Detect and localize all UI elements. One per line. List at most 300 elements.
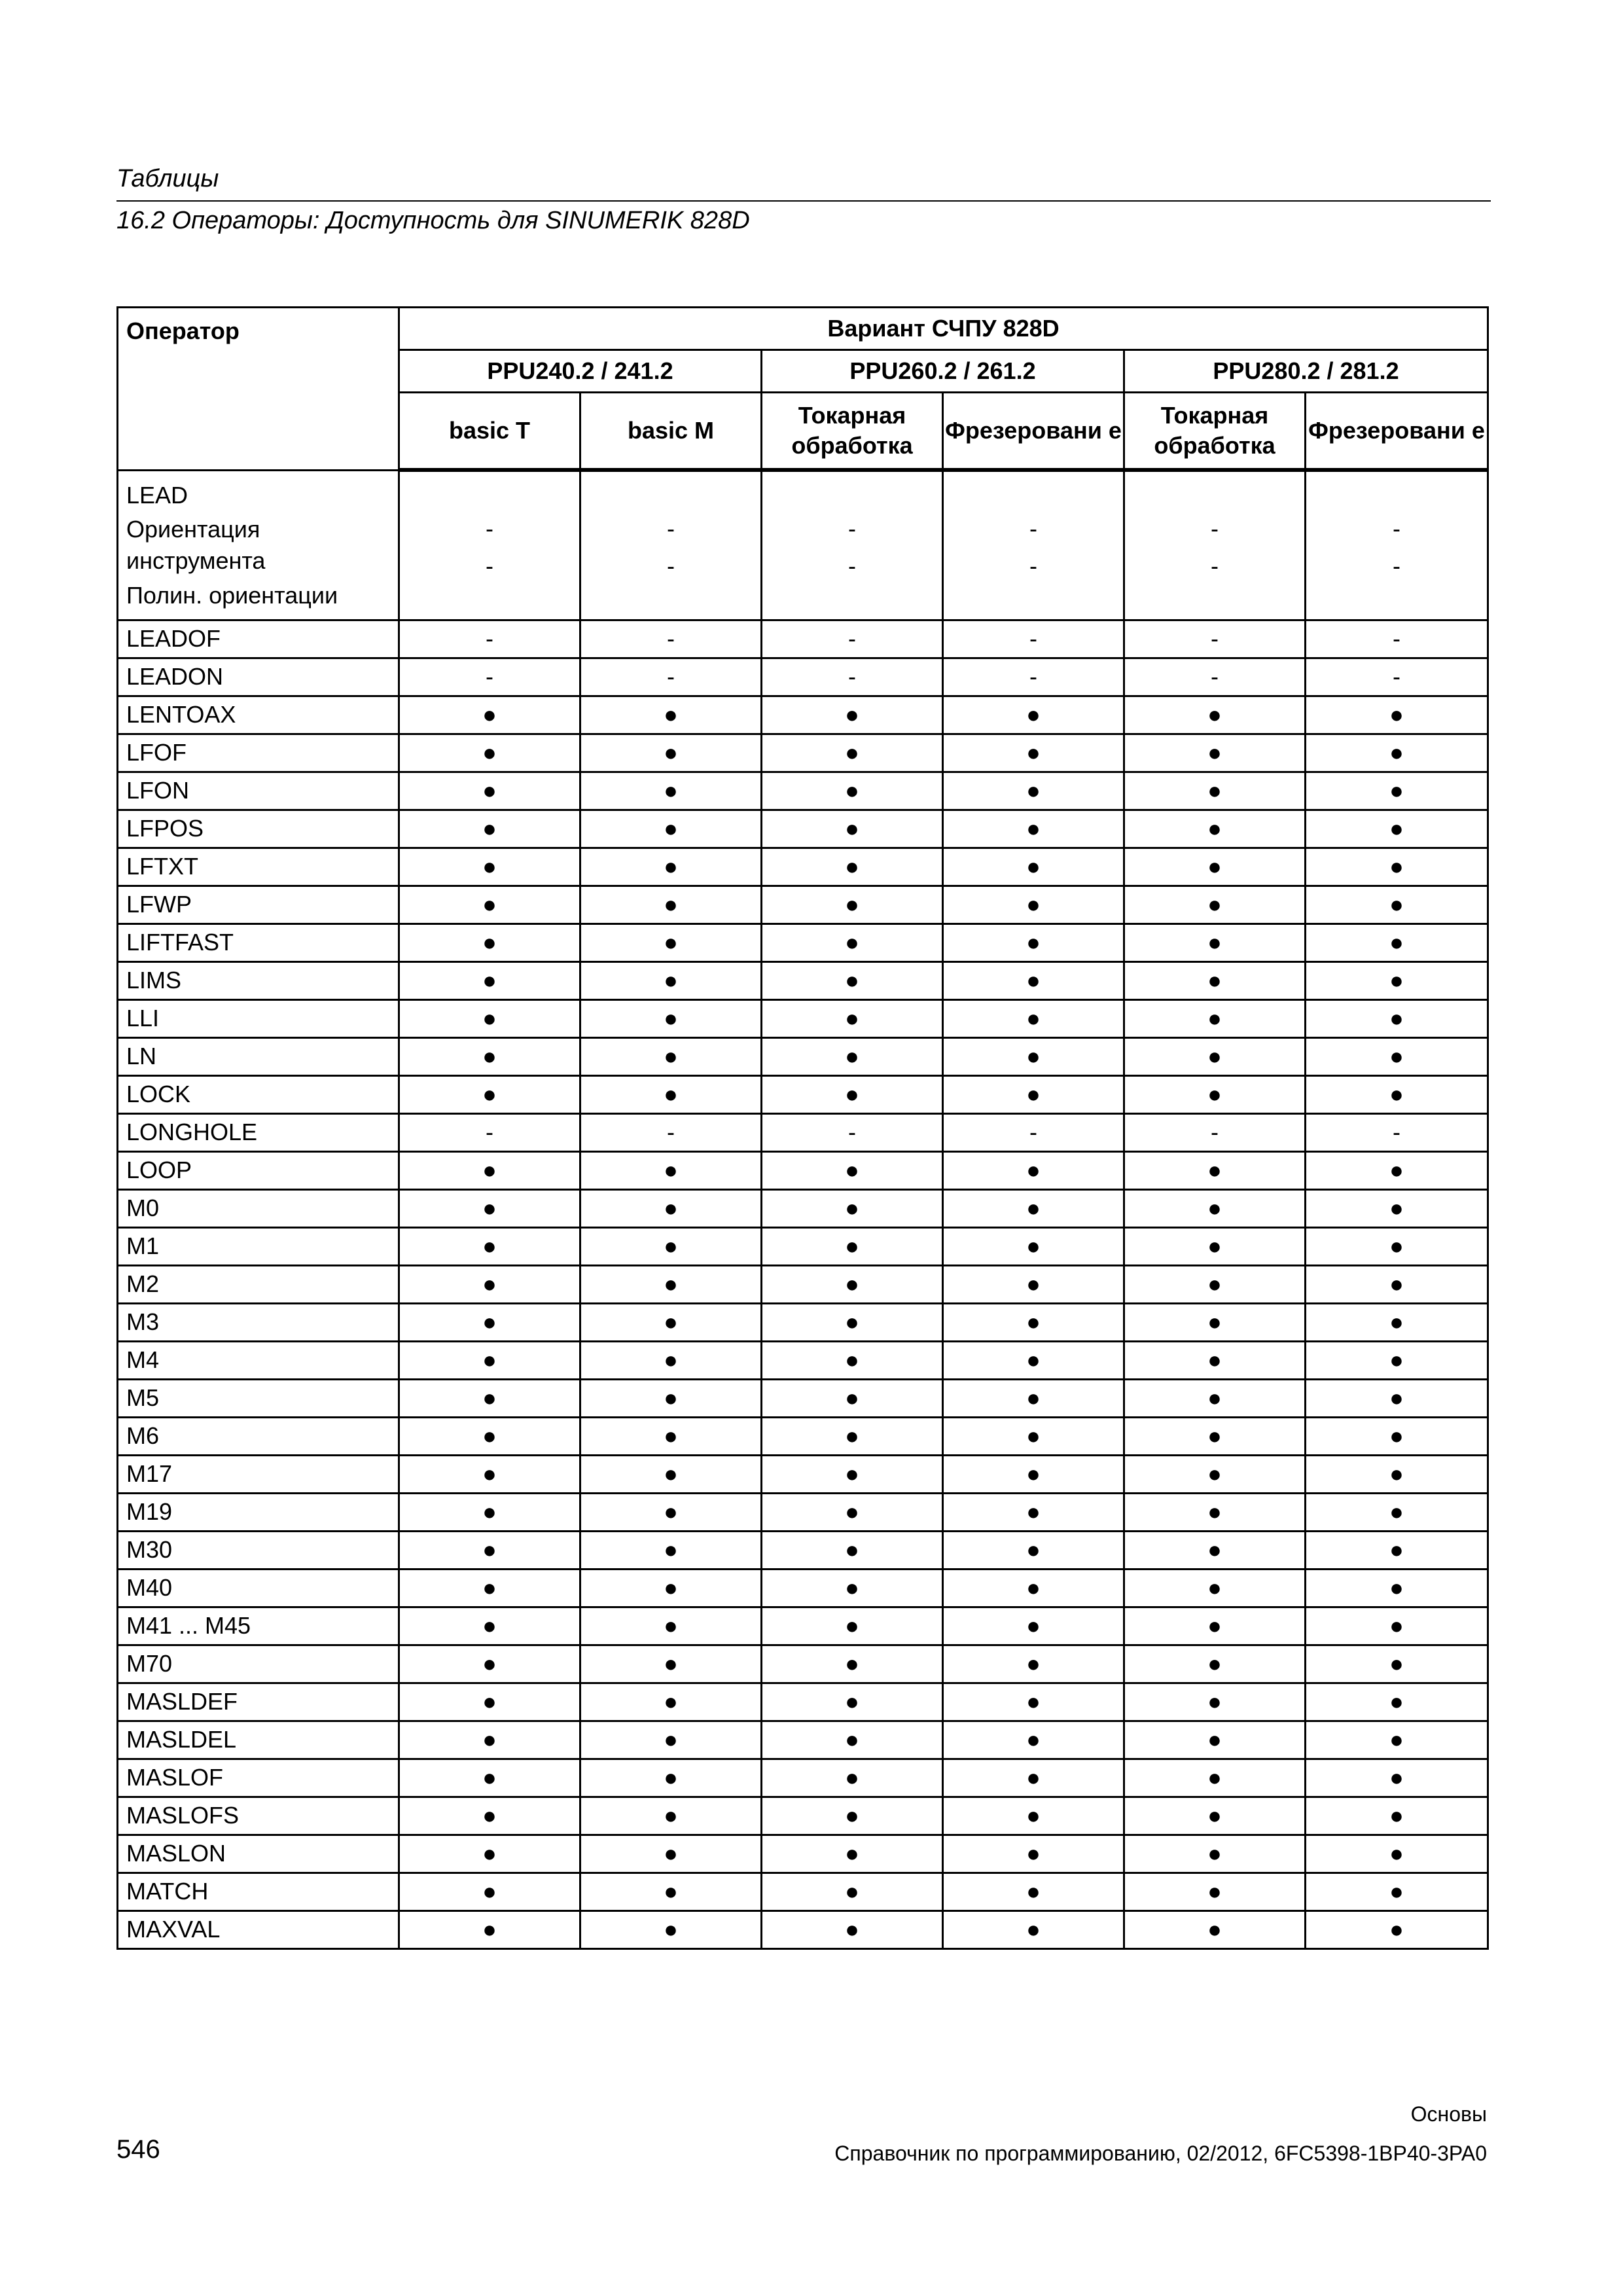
availability-cell: ● bbox=[399, 999, 580, 1037]
availability-cell: ● bbox=[1306, 1417, 1488, 1455]
availability-cell: ● bbox=[1306, 1189, 1488, 1227]
availability-cell: ● bbox=[762, 1797, 943, 1835]
table-row bbox=[118, 1835, 1488, 1873]
availability-cell: ● bbox=[943, 924, 1124, 961]
availability-cell: - bbox=[943, 1113, 1124, 1151]
availability-cell: ● bbox=[943, 848, 1124, 886]
availability-cell: - bbox=[1124, 658, 1306, 696]
availability-cell: ● bbox=[399, 1493, 580, 1531]
availability-cell: ● bbox=[762, 696, 943, 734]
availability-cell: ● bbox=[943, 1721, 1124, 1759]
operator-name-line: Ориентация инструмента bbox=[126, 515, 266, 574]
operator-name: LENTOAX bbox=[118, 696, 399, 734]
table-row bbox=[118, 848, 1488, 886]
availability-cell: ● bbox=[1306, 1683, 1488, 1721]
availability-cell: ● bbox=[762, 1873, 943, 1910]
operator-name: M4 bbox=[118, 1341, 399, 1379]
table-row bbox=[118, 1037, 1488, 1075]
cell-line: - bbox=[848, 552, 856, 579]
availability-cell: ● bbox=[943, 1303, 1124, 1341]
availability-cell: ● bbox=[580, 1569, 762, 1607]
availability-cell: ● bbox=[1124, 1227, 1306, 1265]
group-header: PPU260.2 / 261.2 bbox=[762, 350, 1124, 393]
availability-cell: ● bbox=[1306, 1873, 1488, 1910]
availability-cell: ● bbox=[1306, 1227, 1488, 1265]
availability-cell: ● bbox=[399, 734, 580, 772]
availability-cell: ● bbox=[1124, 1835, 1306, 1873]
availability-cell: ● bbox=[580, 1531, 762, 1569]
availability-cell: ● bbox=[580, 1189, 762, 1227]
operator-name: M17 bbox=[118, 1455, 399, 1493]
availability-cell: ● bbox=[943, 1645, 1124, 1683]
availability-cell: ● bbox=[943, 810, 1124, 848]
availability-cell: ● bbox=[580, 1379, 762, 1417]
availability-cell: ● bbox=[943, 1835, 1124, 1873]
availability-cell: ● bbox=[762, 1645, 943, 1683]
availability-cell: ● bbox=[580, 1721, 762, 1759]
availability-cell: ● bbox=[943, 1531, 1124, 1569]
availability-cell: ● bbox=[1124, 961, 1306, 999]
availability-cell: ● bbox=[1306, 1341, 1488, 1379]
availability-cell: - bbox=[1306, 1113, 1488, 1151]
availability-cell: ● bbox=[399, 1873, 580, 1910]
availability-cell: ● bbox=[1124, 1759, 1306, 1797]
table-row bbox=[118, 1379, 1488, 1417]
availability-cell: ● bbox=[1306, 810, 1488, 848]
availability-cell: ● bbox=[580, 1645, 762, 1683]
availability-cell: ● bbox=[399, 848, 580, 886]
availability-cell: - bbox=[762, 658, 943, 696]
cell-line: - bbox=[486, 552, 493, 579]
operator-name bbox=[118, 470, 399, 620]
availability-cell: ● bbox=[1124, 924, 1306, 961]
cell-line: - bbox=[1029, 552, 1037, 579]
table-row bbox=[118, 924, 1488, 961]
availability-cell: ● bbox=[943, 696, 1124, 734]
availability-cell: - bbox=[1306, 620, 1488, 658]
availability-cell: ● bbox=[1124, 1645, 1306, 1683]
availability-cell bbox=[762, 470, 943, 620]
availability-cell: ● bbox=[399, 1417, 580, 1455]
table-row bbox=[118, 1569, 1488, 1607]
availability-cell: ● bbox=[1124, 886, 1306, 924]
table-row bbox=[118, 1493, 1488, 1531]
subcolumn-header: Токарная обработка bbox=[1124, 393, 1306, 471]
availability-cell: ● bbox=[1306, 1569, 1488, 1607]
cell-line: - bbox=[486, 515, 493, 542]
availability-cell: ● bbox=[580, 1607, 762, 1645]
availability-cell: ● bbox=[399, 886, 580, 924]
availability-cell: ● bbox=[1124, 1607, 1306, 1645]
availability-cell: ● bbox=[943, 1607, 1124, 1645]
table-row bbox=[118, 1189, 1488, 1227]
availability-cell: - bbox=[1306, 658, 1488, 696]
availability-cell: ● bbox=[399, 1341, 580, 1379]
table-row bbox=[118, 620, 1488, 658]
table-row bbox=[118, 1683, 1488, 1721]
operator-name: LFON bbox=[118, 772, 399, 810]
table-row bbox=[118, 1113, 1488, 1151]
table-row bbox=[118, 1417, 1488, 1455]
operator-name: LFPOS bbox=[118, 810, 399, 848]
availability-cell: ● bbox=[762, 810, 943, 848]
availability-cell: ● bbox=[1306, 1151, 1488, 1189]
cell-line: - bbox=[1029, 515, 1037, 542]
availability-cell: ● bbox=[399, 1037, 580, 1075]
availability-cell: - bbox=[1124, 1113, 1306, 1151]
availability-cell: ● bbox=[1306, 1379, 1488, 1417]
availability-cell: ● bbox=[762, 772, 943, 810]
operator-name: LFTXT bbox=[118, 848, 399, 886]
table-row bbox=[118, 470, 1488, 620]
availability-cell: ● bbox=[399, 1227, 580, 1265]
availability-cell: ● bbox=[762, 1683, 943, 1721]
availability-cell: ● bbox=[1124, 1189, 1306, 1227]
group-header: PPU280.2 / 281.2 bbox=[1124, 350, 1488, 393]
availability-cell: ● bbox=[1124, 1910, 1306, 1948]
availability-cell: ● bbox=[580, 1910, 762, 1948]
availability-cell: ● bbox=[1124, 848, 1306, 886]
table-row bbox=[118, 1151, 1488, 1189]
availability-cell: ● bbox=[762, 1227, 943, 1265]
operator-name: MASLDEF bbox=[118, 1683, 399, 1721]
table-row bbox=[118, 1721, 1488, 1759]
availability-cell: ● bbox=[943, 1151, 1124, 1189]
cell-line: - bbox=[1393, 552, 1400, 579]
group-header: PPU240.2 / 241.2 bbox=[399, 350, 762, 393]
availability-cell: ● bbox=[943, 1189, 1124, 1227]
availability-cell: ● bbox=[943, 1910, 1124, 1948]
table-row bbox=[118, 772, 1488, 810]
availability-cell: ● bbox=[1306, 886, 1488, 924]
availability-cell: ● bbox=[762, 961, 943, 999]
availability-cell: ● bbox=[1306, 696, 1488, 734]
availability-cell: ● bbox=[762, 1265, 943, 1303]
availability-cell: ● bbox=[1124, 1569, 1306, 1607]
operator-name-line: Полин. ориентации bbox=[126, 581, 338, 609]
availability-cell bbox=[399, 470, 580, 620]
availability-cell: ● bbox=[580, 1835, 762, 1873]
availability-cell: - bbox=[1124, 620, 1306, 658]
table-row bbox=[118, 1227, 1488, 1265]
availability-cell: ● bbox=[762, 1417, 943, 1455]
availability-cell: - bbox=[399, 658, 580, 696]
operator-name: MASLOFS bbox=[118, 1797, 399, 1835]
availability-cell: ● bbox=[399, 696, 580, 734]
subcolumn-header: Токарная обработка bbox=[762, 393, 943, 471]
availability-cell: ● bbox=[1124, 1341, 1306, 1379]
operator-name: M2 bbox=[118, 1265, 399, 1303]
header-rule bbox=[116, 200, 1491, 202]
availability-cell: ● bbox=[762, 1493, 943, 1531]
availability-cell: ● bbox=[762, 1835, 943, 1873]
book-title: Основы bbox=[1410, 2102, 1487, 2126]
subcolumn-header: Фрезеровани е bbox=[943, 393, 1124, 471]
table-row bbox=[118, 658, 1488, 696]
table-row bbox=[118, 1645, 1488, 1683]
availability-cell bbox=[580, 470, 762, 620]
availability-cell: ● bbox=[1124, 1873, 1306, 1910]
availability-cell: ● bbox=[399, 1075, 580, 1113]
availability-cell: ● bbox=[399, 1607, 580, 1645]
availability-cell: ● bbox=[580, 1341, 762, 1379]
availability-cell: - bbox=[762, 620, 943, 658]
operator-name: M40 bbox=[118, 1569, 399, 1607]
availability-cell: ● bbox=[943, 1759, 1124, 1797]
availability-cell: ● bbox=[1124, 772, 1306, 810]
availability-cell: ● bbox=[943, 1569, 1124, 1607]
availability-cell: ● bbox=[1124, 1493, 1306, 1531]
operator-name: MASLON bbox=[118, 1835, 399, 1873]
availability-cell: - bbox=[580, 658, 762, 696]
operator-name: M30 bbox=[118, 1531, 399, 1569]
availability-cell: ● bbox=[399, 961, 580, 999]
availability-cell: ● bbox=[399, 1910, 580, 1948]
document-reference: Справочник по программированию, 02/2012, 6FC5398-1BP40-3PA0 bbox=[834, 2142, 1487, 2165]
availability-cell: ● bbox=[580, 886, 762, 924]
availability-cell: ● bbox=[1306, 1493, 1488, 1531]
availability-cell: ● bbox=[943, 1417, 1124, 1455]
availability-cell: ● bbox=[1306, 1645, 1488, 1683]
chapter-title: Таблицы bbox=[116, 165, 219, 192]
operator-name: LFOF bbox=[118, 734, 399, 772]
availability-cell: ● bbox=[580, 1797, 762, 1835]
availability-cell: ● bbox=[943, 734, 1124, 772]
operator-name: LOOP bbox=[118, 1151, 399, 1189]
availability-cell: - bbox=[943, 620, 1124, 658]
availability-cell: ● bbox=[1306, 1531, 1488, 1569]
availability-cell: ● bbox=[399, 1303, 580, 1341]
availability-cell: ● bbox=[943, 1265, 1124, 1303]
operator-name: LN bbox=[118, 1037, 399, 1075]
availability-cell: ● bbox=[399, 1455, 580, 1493]
availability-cell: ● bbox=[1306, 924, 1488, 961]
availability-cell: ● bbox=[580, 1037, 762, 1075]
availability-cell: ● bbox=[762, 1075, 943, 1113]
availability-cell: ● bbox=[1306, 1265, 1488, 1303]
availability-cell: ● bbox=[943, 1227, 1124, 1265]
cell-line: - bbox=[1393, 515, 1400, 542]
availability-cell: - bbox=[399, 620, 580, 658]
table-row bbox=[118, 886, 1488, 924]
subcolumn-header: basic T bbox=[399, 393, 580, 471]
availability-cell: ● bbox=[943, 1797, 1124, 1835]
availability-cell: ● bbox=[399, 924, 580, 961]
availability-cell: - bbox=[943, 658, 1124, 696]
availability-cell: ● bbox=[580, 1873, 762, 1910]
availability-cell: ● bbox=[580, 696, 762, 734]
operator-name: MASLDEL bbox=[118, 1721, 399, 1759]
operator-name: LFWP bbox=[118, 886, 399, 924]
availability-cell: ● bbox=[399, 1569, 580, 1607]
availability-cell: ● bbox=[943, 961, 1124, 999]
operator-name: LLI bbox=[118, 999, 399, 1037]
availability-cell: ● bbox=[1124, 1683, 1306, 1721]
availability-cell: ● bbox=[1306, 1759, 1488, 1797]
operator-name: M3 bbox=[118, 1303, 399, 1341]
availability-cell: ● bbox=[943, 886, 1124, 924]
cell-line: - bbox=[1211, 552, 1219, 579]
availability-cell: ● bbox=[762, 999, 943, 1037]
table-row bbox=[118, 1455, 1488, 1493]
operator-name: LOCK bbox=[118, 1075, 399, 1113]
availability-cell: ● bbox=[399, 1645, 580, 1683]
availability-cell: ● bbox=[1306, 1797, 1488, 1835]
availability-cell: ● bbox=[762, 1759, 943, 1797]
availability-cell: ● bbox=[1124, 1417, 1306, 1455]
operator-name: MASLOF bbox=[118, 1759, 399, 1797]
table-row bbox=[118, 1075, 1488, 1113]
availability-cell: ● bbox=[399, 810, 580, 848]
availability-cell: ● bbox=[1306, 1607, 1488, 1645]
subcolumn-header: Фрезеровани е bbox=[1306, 393, 1488, 471]
availability-cell: ● bbox=[399, 772, 580, 810]
table-row bbox=[118, 1265, 1488, 1303]
table-row bbox=[118, 1759, 1488, 1797]
operator-name: LEADON bbox=[118, 658, 399, 696]
availability-cell: ● bbox=[399, 1379, 580, 1417]
availability-cell: ● bbox=[580, 1417, 762, 1455]
section-title: 16.2 Операторы: Доступность для SINUMERIK 828D bbox=[116, 207, 750, 234]
availability-cell: ● bbox=[943, 1379, 1124, 1417]
availability-cell: ● bbox=[1306, 961, 1488, 999]
availability-cell: ● bbox=[399, 1835, 580, 1873]
table-row bbox=[118, 1531, 1488, 1569]
availability-cell: ● bbox=[762, 886, 943, 924]
availability-cell: ● bbox=[399, 1189, 580, 1227]
availability-cell: ● bbox=[399, 1265, 580, 1303]
availability-cell: ● bbox=[580, 1455, 762, 1493]
table-row bbox=[118, 734, 1488, 772]
availability-cell: - bbox=[399, 1113, 580, 1151]
availability-cell: ● bbox=[580, 1227, 762, 1265]
operator-name: LIFTFAST bbox=[118, 924, 399, 961]
table-row bbox=[118, 810, 1488, 848]
operator-name-line: LEAD bbox=[126, 481, 188, 509]
availability-cell: ● bbox=[1306, 1303, 1488, 1341]
operators-table bbox=[116, 306, 1489, 1950]
availability-cell: ● bbox=[399, 1759, 580, 1797]
availability-cell bbox=[943, 470, 1124, 620]
cell-line: - bbox=[848, 515, 856, 542]
availability-cell: ● bbox=[1124, 1151, 1306, 1189]
availability-cell: ● bbox=[1124, 1303, 1306, 1341]
availability-cell: ● bbox=[1306, 1835, 1488, 1873]
availability-cell: ● bbox=[580, 1075, 762, 1113]
table-row bbox=[118, 999, 1488, 1037]
availability-cell: ● bbox=[943, 772, 1124, 810]
table-row bbox=[118, 1797, 1488, 1835]
variant-column-header: Вариант СЧПУ 828D bbox=[399, 308, 1488, 350]
availability-cell: ● bbox=[943, 1075, 1124, 1113]
availability-cell: - bbox=[580, 620, 762, 658]
availability-cell: ● bbox=[399, 1721, 580, 1759]
availability-cell: ● bbox=[1124, 696, 1306, 734]
availability-cell: ● bbox=[399, 1151, 580, 1189]
availability-cell: ● bbox=[1124, 734, 1306, 772]
operator-name: M70 bbox=[118, 1645, 399, 1683]
availability-cell: ● bbox=[399, 1531, 580, 1569]
availability-cell: ● bbox=[762, 1910, 943, 1948]
subcolumn-header: basic M bbox=[580, 393, 762, 471]
availability-cell: ● bbox=[762, 1569, 943, 1607]
cell-line: - bbox=[667, 552, 675, 579]
availability-cell: ● bbox=[580, 810, 762, 848]
availability-cell: ● bbox=[1124, 1721, 1306, 1759]
availability-cell: ● bbox=[943, 1341, 1124, 1379]
operator-name: LONGHOLE bbox=[118, 1113, 399, 1151]
availability-cell: - bbox=[580, 1113, 762, 1151]
availability-cell: ● bbox=[580, 734, 762, 772]
availability-cell: ● bbox=[1124, 1075, 1306, 1113]
availability-cell: ● bbox=[580, 1493, 762, 1531]
availability-cell: ● bbox=[762, 1189, 943, 1227]
operator-name: MATCH bbox=[118, 1873, 399, 1910]
availability-cell: ● bbox=[1306, 734, 1488, 772]
availability-cell: ● bbox=[1124, 1455, 1306, 1493]
availability-cell: ● bbox=[1124, 1531, 1306, 1569]
availability-cell bbox=[1124, 470, 1306, 620]
availability-cell: ● bbox=[1306, 848, 1488, 886]
availability-cell: ● bbox=[1306, 999, 1488, 1037]
cell-line: - bbox=[1211, 515, 1219, 542]
availability-cell: ● bbox=[1306, 1910, 1488, 1948]
availability-cell: ● bbox=[580, 772, 762, 810]
availability-cell: ● bbox=[762, 848, 943, 886]
operator-name: M0 bbox=[118, 1189, 399, 1227]
availability-cell: ● bbox=[1306, 1075, 1488, 1113]
availability-cell: ● bbox=[1306, 1455, 1488, 1493]
table-row bbox=[118, 1341, 1488, 1379]
availability-cell: ● bbox=[580, 1759, 762, 1797]
availability-cell: ● bbox=[1124, 1379, 1306, 1417]
availability-cell: ● bbox=[580, 1151, 762, 1189]
availability-cell: ● bbox=[1306, 1721, 1488, 1759]
availability-cell: ● bbox=[762, 1341, 943, 1379]
availability-cell: ● bbox=[1306, 1037, 1488, 1075]
availability-cell: ● bbox=[580, 961, 762, 999]
operator-name: M19 bbox=[118, 1493, 399, 1531]
table-row bbox=[118, 961, 1488, 999]
availability-cell: ● bbox=[762, 1151, 943, 1189]
availability-cell: - bbox=[762, 1113, 943, 1151]
availability-cell: ● bbox=[943, 1037, 1124, 1075]
availability-cell: ● bbox=[943, 1493, 1124, 1531]
availability-cell: ● bbox=[580, 1303, 762, 1341]
availability-cell: ● bbox=[762, 734, 943, 772]
availability-cell: ● bbox=[762, 1455, 943, 1493]
availability-cell: ● bbox=[762, 1303, 943, 1341]
availability-cell: ● bbox=[580, 848, 762, 886]
operator-name: MAXVAL bbox=[118, 1910, 399, 1948]
availability-cell: ● bbox=[1124, 810, 1306, 848]
page-number: 546 bbox=[116, 2135, 160, 2164]
availability-cell: ● bbox=[1124, 999, 1306, 1037]
table-row bbox=[118, 1607, 1488, 1645]
availability-cell: ● bbox=[1124, 1797, 1306, 1835]
availability-cell: ● bbox=[1124, 1037, 1306, 1075]
availability-cell: ● bbox=[762, 1037, 943, 1075]
cell-line: - bbox=[667, 515, 675, 542]
operator-name: M41 ... M45 bbox=[118, 1607, 399, 1645]
availability-cell: ● bbox=[1306, 772, 1488, 810]
availability-cell: ● bbox=[762, 924, 943, 961]
table-row bbox=[118, 1303, 1488, 1341]
availability-cell: ● bbox=[580, 1683, 762, 1721]
availability-cell: ● bbox=[580, 999, 762, 1037]
availability-cell: ● bbox=[943, 1873, 1124, 1910]
availability-cell: ● bbox=[943, 1683, 1124, 1721]
